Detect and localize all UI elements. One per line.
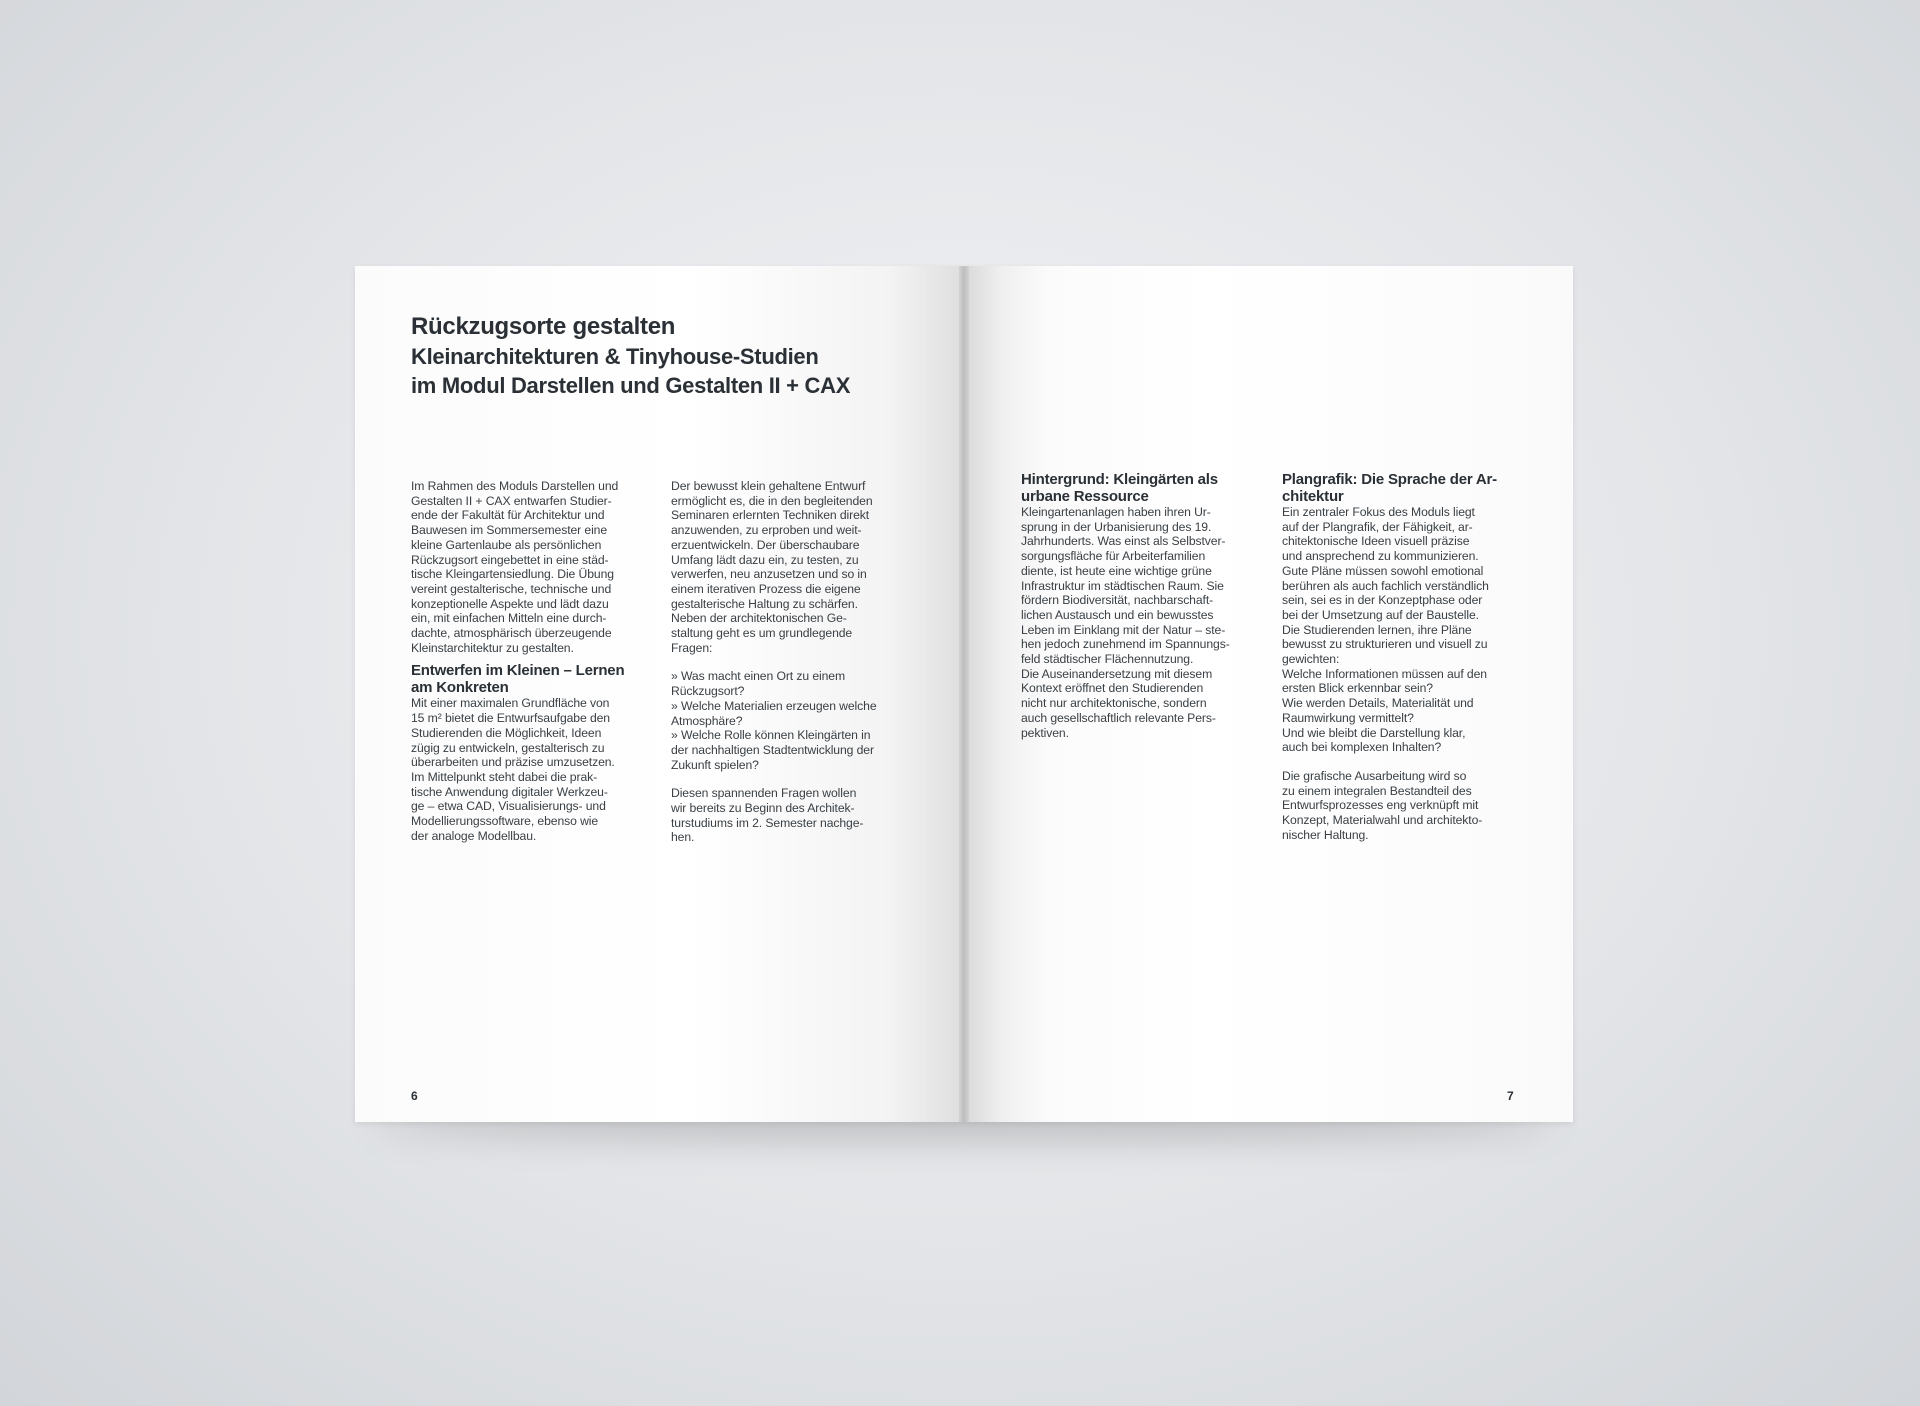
- entwerfen-paragraph: Mit einer maximalen Grundfläche von 15 m² bietet die Entwurfsaufgabe den Studierenden die Möglichkeit, Ideen zügig zu entwickeln, gestalterisch zu überarbeiten und präzise umzusetzen. Im Mittelpunkt steht dabei die prak- tische Anwendung digitaler Werkzeu- ge – etwa CAD, Visualisierungs- und Modellierungssoftware, ebenso wie der analoge Modellbau.: [411, 696, 615, 843]
- intro-paragraph: Im Rahmen des Moduls Darstellen und Gestalten II + CAX entwarfen Studier- ende der Fakultät für Architektur und Bauwesen im Sommersemester eine kleine Gartenlaube als persönlichen Rückzugsort eingebettet in eine städ- tische Kleingartensiedlung. Die Übung vereint gestalterische, technische und konzeptionelle Aspekte und lädt dazu ein, mit einfachen Mitteln eine durch- dachte, atmosphärisch überzeugende Kleinstarchitektur zu gestalten.: [411, 479, 619, 655]
- book-gutter: [959, 266, 969, 1122]
- entwurf-paragraph: Der bewusst klein gehaltene Entwurf ermöglicht es, die in den begleitenden Seminaren erlernten Techniken direkt anzuwenden, zu erproben und weit- erzuentwickeln. Der überschaubare Umfang lädt dazu ein, zu testen, zu verwerfen, neu anzusetzen und so in einem iterativen Prozess die eigene gestalterische Haltung zu schärfen. Neben der architektonischen Ge- staltung geht es um grundlegende Fragen:: [671, 479, 873, 655]
- book-spread: [355, 266, 1573, 1122]
- closing-paragraph: Diesen spannenden Fragen wollen wir bereits zu Beginn des Architek- turstudiums im 2. Semester nachge- hen.: [671, 786, 864, 845]
- questions-list: » Was macht einen Ort zu einem Rückzugsort? » Welche Materialien erzeugen welche Atmosphäre? » Welche Rolle können Kleingärten in der nachhaltigen Stadtentwicklung der Zukunft spielen?: [671, 669, 877, 772]
- section-heading-hintergrund: Hintergrund: Kleingärten als urbane Ressource: [1021, 471, 1218, 505]
- title-line-3: im Modul Darstellen und Gestalten II + CAX: [411, 373, 851, 398]
- plangrafik-closing-paragraph: Die grafische Ausarbeitung wird so zu einem integralen Bestandteil des Entwurfsprozesses eng verknüpft mit Konzept, Materialwahl und architekto- nischer Haltung.: [1282, 768, 1483, 842]
- section-heading-plangrafik: Plangrafik: Die Sprache der Ar- chitektur: [1282, 471, 1497, 505]
- plangrafik-paragraph: Ein zentraler Fokus des Moduls liegt auf der Plangrafik, der Fähigkeit, ar- chitektonische Ideen visuell präzise und ansprechend zu kommunizieren. Gute Pläne müssen sowohl emotional berühren als auch fachlich verständlich sein, sei es in der Konzeptphase oder bei der Umsetzung auf der Baustelle. Die Studierenden lernen, ihre Pläne bewusst zu strukturieren und visuell zu gewichten: Welche Informationen müssen auf den ersten Blick erkennbar sein? Wie werden Details, Materialität und Raumwirkung vermittelt? Und wie bleibt die Darstellung klar, auch bei komplexen Inhalten?: [1282, 505, 1489, 755]
- page-number-right: 7: [1507, 1089, 1514, 1103]
- section-heading-entwerfen: Entwerfen im Kleinen – Lernen am Konkreten: [411, 662, 625, 697]
- left-page: [355, 266, 964, 1122]
- page-number-left: 6: [411, 1089, 418, 1103]
- column-2: [671, 479, 903, 845]
- page-title: [411, 312, 931, 400]
- title-line-2: Kleinarchitekturen & Tinyhouse-Studien: [411, 344, 819, 369]
- column-1: [411, 479, 643, 843]
- column-3: [1021, 471, 1257, 740]
- title-line-1: Rückzugsorte gestalten: [411, 313, 676, 340]
- hintergrund-paragraph: Kleingartenanlagen haben ihren Ur- sprung in der Urbanisierung des 19. Jahrhunderts. Was einst als Selbstver- sorgungsfläche für Arbeiterfamilien diente, ist heute eine wichtige grüne Infrastruktur im städtischen Raum. Sie fördern Biodiversität, nachbarschaft- lichen Austausch und ein bewusstes Leben im Einklang mit der Natur – ste- hen jedoch zunehmend im Spannungs- feld städtischer Flächennutzung. Die Auseinandersetzung mit diesem Kontext eröffnet den Studierenden nicht nur architektonische, sondern auch gesellschaftlich relevante Pers- pektiven.: [1021, 505, 1230, 740]
- column-4: [1282, 471, 1518, 842]
